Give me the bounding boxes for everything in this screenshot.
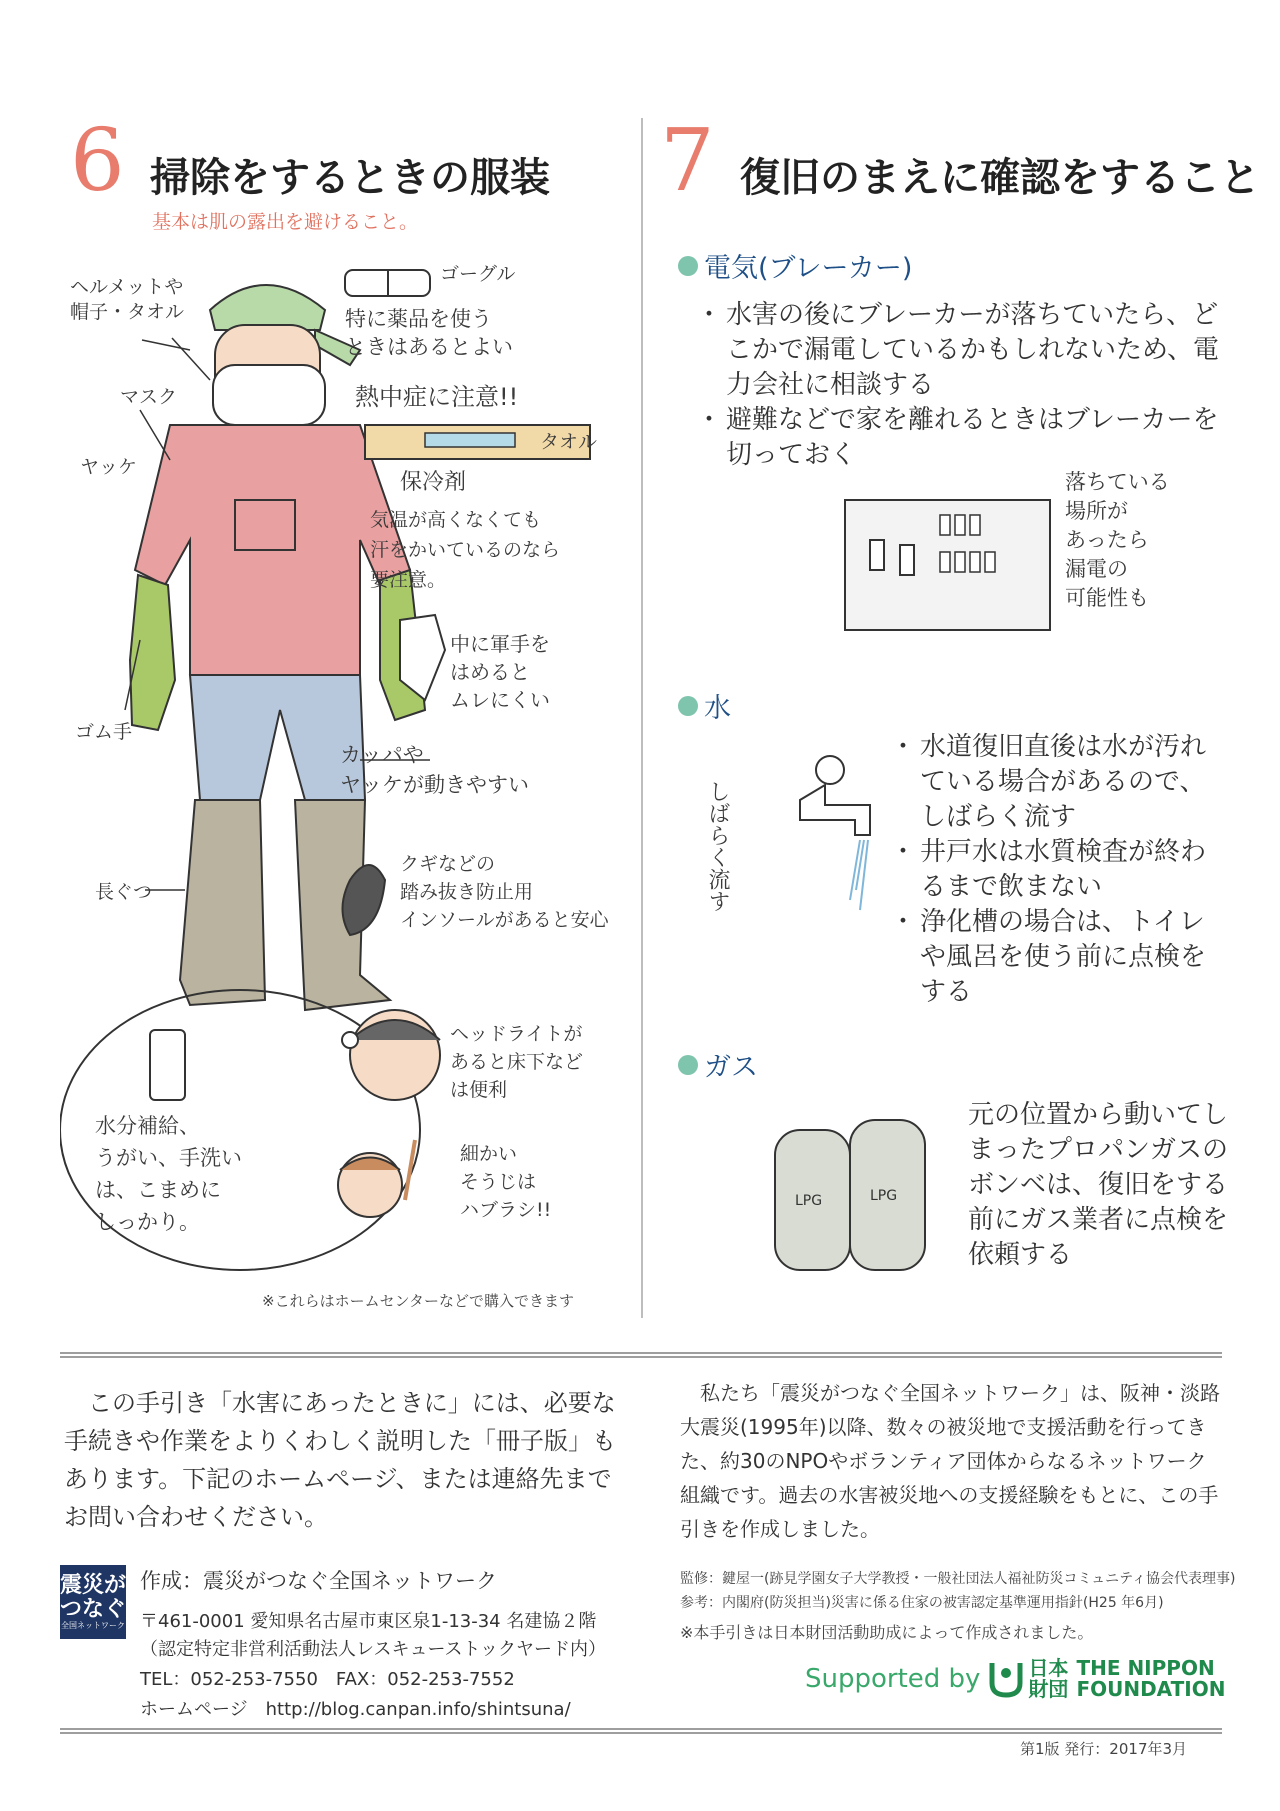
goggle-note: 特に薬品を使う ときはあるとよい: [345, 307, 513, 359]
hydration-note: 水分補給、 うがい、手洗い は、こまめに しっかり。: [95, 1114, 242, 1234]
flush-note: しばらく流す: [705, 780, 730, 912]
section-6-title: 掃除をするときの服装: [150, 154, 550, 201]
address-note: （認定特定非営利活動法人レスキューストックヤード内）: [140, 1639, 607, 1660]
bullet-dot-icon: [678, 696, 698, 716]
section-6-subtitle: 基本は肌の露出を避けること。: [152, 211, 419, 233]
cylinder-label: LPG: [795, 1193, 823, 1209]
water-heading: 水: [678, 686, 731, 725]
list-item: ・ 井戸水は水質検査が終わるまで飲まない: [894, 835, 1224, 905]
label-goggle: ゴーグル: [440, 263, 516, 285]
column-divider: [641, 118, 643, 1318]
footer-left-text: この手引き「水害にあったときに」には、必要な手続きや作業をよりくわしく説明した「冊子版」もあります。下記のホームページ、または連絡先までお問い合わせください。: [64, 1389, 616, 1531]
nippon-foundation-icon: [988, 1659, 1024, 1699]
network-logo: 震災が つなぐ 全国ネットワーク: [60, 1565, 126, 1639]
phone: TEL：052-253-7550 FAX：052-253-7552: [140, 1669, 515, 1690]
edition: 第1版 発行：2017年3月: [1020, 1740, 1188, 1758]
electric-heading: 電気(ブレーカー): [678, 246, 912, 285]
faucet-illustration: [780, 740, 890, 960]
label-mask: マスク: [120, 386, 178, 408]
raincoat-note: カッパや ヤッケが動きやすい: [340, 743, 529, 797]
gloves-note: 中に軍手を はめると ムレにくい: [450, 632, 550, 712]
supported-by: Supported by 日本 財団 THE NIPPON FOUNDATION: [805, 1656, 1226, 1701]
list-item: ・ 避難などで家を離れるときはブレーカーを切っておく: [700, 403, 1225, 473]
reference: 参考：内閣府(防災担当)災害に係る住家の被害認定基準運用指針(H25 年6月): [680, 1595, 1164, 1611]
heatstroke-warning: 熱中症に注意!!: [355, 383, 519, 411]
homepage-link[interactable]: ホームページ http://blog.canpan.info/shintsuna/: [140, 1699, 571, 1720]
label-coolant: 保冷剤: [400, 470, 467, 495]
footer-divider-top: [60, 1352, 1222, 1358]
breaker-note: 落ちている 場所が あったら 漏電の 可能性も: [1065, 470, 1170, 610]
list-item: ・ 浄化槽の場合は、トイレや風呂を使う前に点検をする: [894, 905, 1224, 1010]
label-yakke: ヤッケ: [80, 456, 138, 478]
bullet-dot-icon: [678, 1055, 698, 1075]
label-gomute: ゴム手: [75, 721, 133, 743]
gas-heading: ガス: [678, 1045, 758, 1084]
insole-note: クギなどの 踏み抜き防止用 インソールがあると安心: [400, 853, 609, 931]
breaker-illustration: [840, 490, 1060, 640]
cylinder-label: LPG: [870, 1188, 898, 1204]
section-6-footnote: ※これらはホームセンターなどで購入できます: [262, 1292, 574, 1310]
footer-right-text: 私たち「震災がつなぐ全国ネットワーク」は、阪神・淡路大震災(1995年)以降、数々の被災地で支援活動を行ってきた、約30のNPOやボランティア団体からなるネットワーク組織です。過去の水害被災地への支援経験をもとに、この手引きを作成しました。: [680, 1381, 1220, 1541]
supervisor: 監修：鍵屋一(跡見学園女子大学教授・一般社団法人福祉防災コミュニティ協会代表理事): [680, 1571, 1236, 1587]
label-boots: 長ぐつ: [95, 881, 153, 903]
headlight-note: ヘッドライトが あると床下など は便利: [450, 1023, 584, 1101]
temperature-note: 気温が高くなくても 汗をかいているのなら 要注意。: [370, 509, 561, 591]
section-6-number: 6: [70, 111, 125, 211]
water-list: [894, 730, 1224, 1010]
brush-note: 細かい そうじは ハブラシ!!: [460, 1143, 552, 1221]
list-item: ・ 水道復旧直後は水が汚れている場合があるので、しばらく流す: [894, 730, 1224, 835]
author: 作成：震災がつなぐ全国ネットワーク: [140, 1569, 497, 1593]
section-7-title: 復旧のまえに確認をすること: [740, 154, 1260, 201]
section-7-number: 7: [660, 111, 715, 211]
grant-note: ※本手引きは日本財団活動助成によって作成されました。: [680, 1623, 1094, 1642]
list-item: ・ 水害の後にブレーカーが落ちていたら、どこかで漏電しているかもしれないため、電力会社に相談する: [700, 298, 1225, 403]
address: 〒461-0001 愛知県名古屋市東区泉1-13-34 名建協２階: [140, 1611, 597, 1632]
label-towel: タオル: [540, 431, 598, 453]
label-helmet: ヘルメットや 帽子・タオル: [70, 276, 185, 323]
electric-list: [700, 298, 1225, 473]
gas-cylinder-illustration: [760, 1095, 950, 1275]
footer-divider-bottom: [60, 1728, 1222, 1734]
bullet-dot-icon: [678, 256, 698, 276]
gas-text: 元の位置から動いてしまったプロパンガスのボンベは、復旧をする前にガス業者に点検を依頼する: [968, 1100, 1229, 1270]
